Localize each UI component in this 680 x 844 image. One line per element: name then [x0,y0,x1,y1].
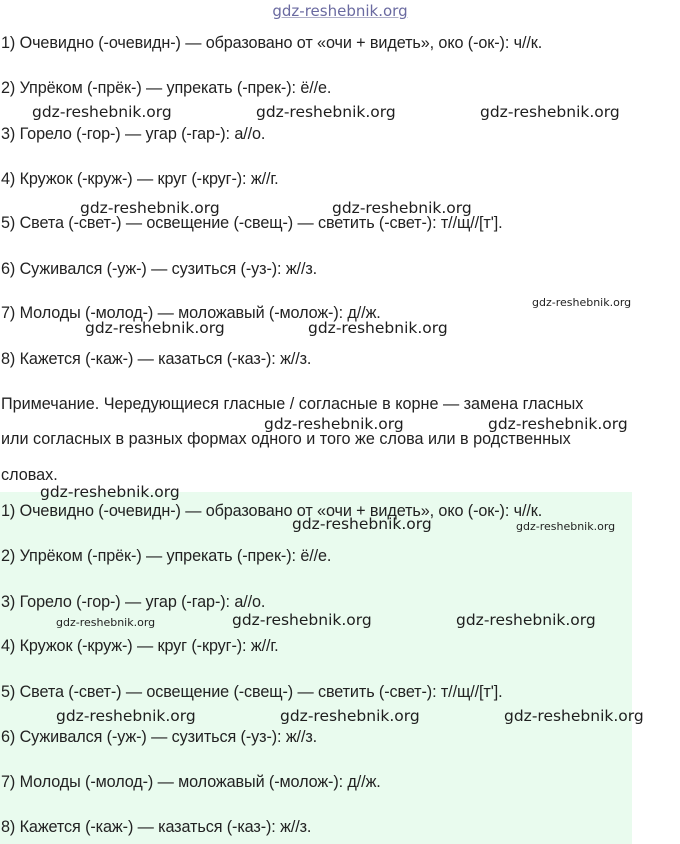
note-line: словах. [1,466,58,484]
watermark: gdz-reshebnik.org [488,415,628,433]
watermark: gdz-reshebnik.org [264,415,404,433]
watermark: gdz-reshebnik.org [456,611,596,629]
list-item: 6) Суживался (-уж-) — сузиться (-уз-): ж//з. [1,728,318,746]
watermark: gdz-reshebnik.org [256,103,396,121]
watermark: gdz-reshebnik.org [40,483,180,501]
list-item: 7) Молоды (-молод-) — моложавый (-молож-): д//ж. [1,773,381,791]
watermark: gdz-reshebnik.org [480,103,620,121]
watermark: gdz-reshebnik.org [85,319,225,337]
list-item: 1) Очевидно (-очевидн-) — образовано от «очи + видеть», око (-ок-): ч//к. [1,34,543,52]
watermark: gdz-reshebnik.org [516,520,616,533]
list-item: 8) Кажется (-каж-) — казаться (-каз-): ж//з. [1,350,312,368]
list-item: 5) Света (-свет-) — освещение (-свещ-) — светить (-свет-): т//щ//[т']. [1,214,503,232]
list-item: 8) Кажется (-каж-) — казаться (-каз-): ж//з. [1,818,312,836]
site-title[interactable]: gdz-reshebnik.org [272,2,408,20]
list-item: 2) Упрёком (-прёк-) — упрекать (-прек-): ё//е. [1,79,332,97]
list-item: 3) Горело (-гор-) — угар (-гар-): а//о. [1,593,266,611]
watermark: gdz-reshebnik.org [32,103,172,121]
list-item: 2) Упрёком (-прёк-) — упрекать (-прек-): ё//е. [1,547,332,565]
watermark: gdz-reshebnik.org [80,199,220,217]
list-item: 4) Кружок (-круж-) — круг (-круг-): ж//г. [1,637,279,655]
list-item: 5) Света (-свет-) — освещение (-свещ-) — светить (-свет-): т//щ//[т']. [1,683,503,701]
watermark: gdz-reshebnik.org [504,707,644,725]
watermark: gdz-reshebnik.org [532,296,632,309]
list-item: 7) Молоды (-молод-) — моложавый (-молож-): д//ж. [1,304,381,322]
watermark: gdz-reshebnik.org [332,199,472,217]
watermark: gdz-reshebnik.org [292,515,432,533]
list-item: 6) Суживался (-уж-) — сузиться (-уз-): ж//з. [1,260,318,278]
note-line: или согласных в разных формах одного и того же слова или в родственных [1,430,571,448]
watermark: gdz-reshebnik.org [232,611,372,629]
watermark: gdz-reshebnik.org [56,707,196,725]
note-line: Примечание. Чередующиеся гласные / согласные в корне — замена гласных [1,395,584,413]
watermark: gdz-reshebnik.org [56,616,156,629]
watermark: gdz-reshebnik.org [280,707,420,725]
list-item: 3) Горело (-гор-) — угар (-гар-): а//о. [1,125,266,143]
list-item: 1) Очевидно (-очевидн-) — образовано от «очи + видеть», око (-ок-): ч//к. [1,502,543,520]
list-item: 4) Кружок (-круж-) — круг (-круг-): ж//г. [1,170,279,188]
watermark: gdz-reshebnik.org [308,319,448,337]
